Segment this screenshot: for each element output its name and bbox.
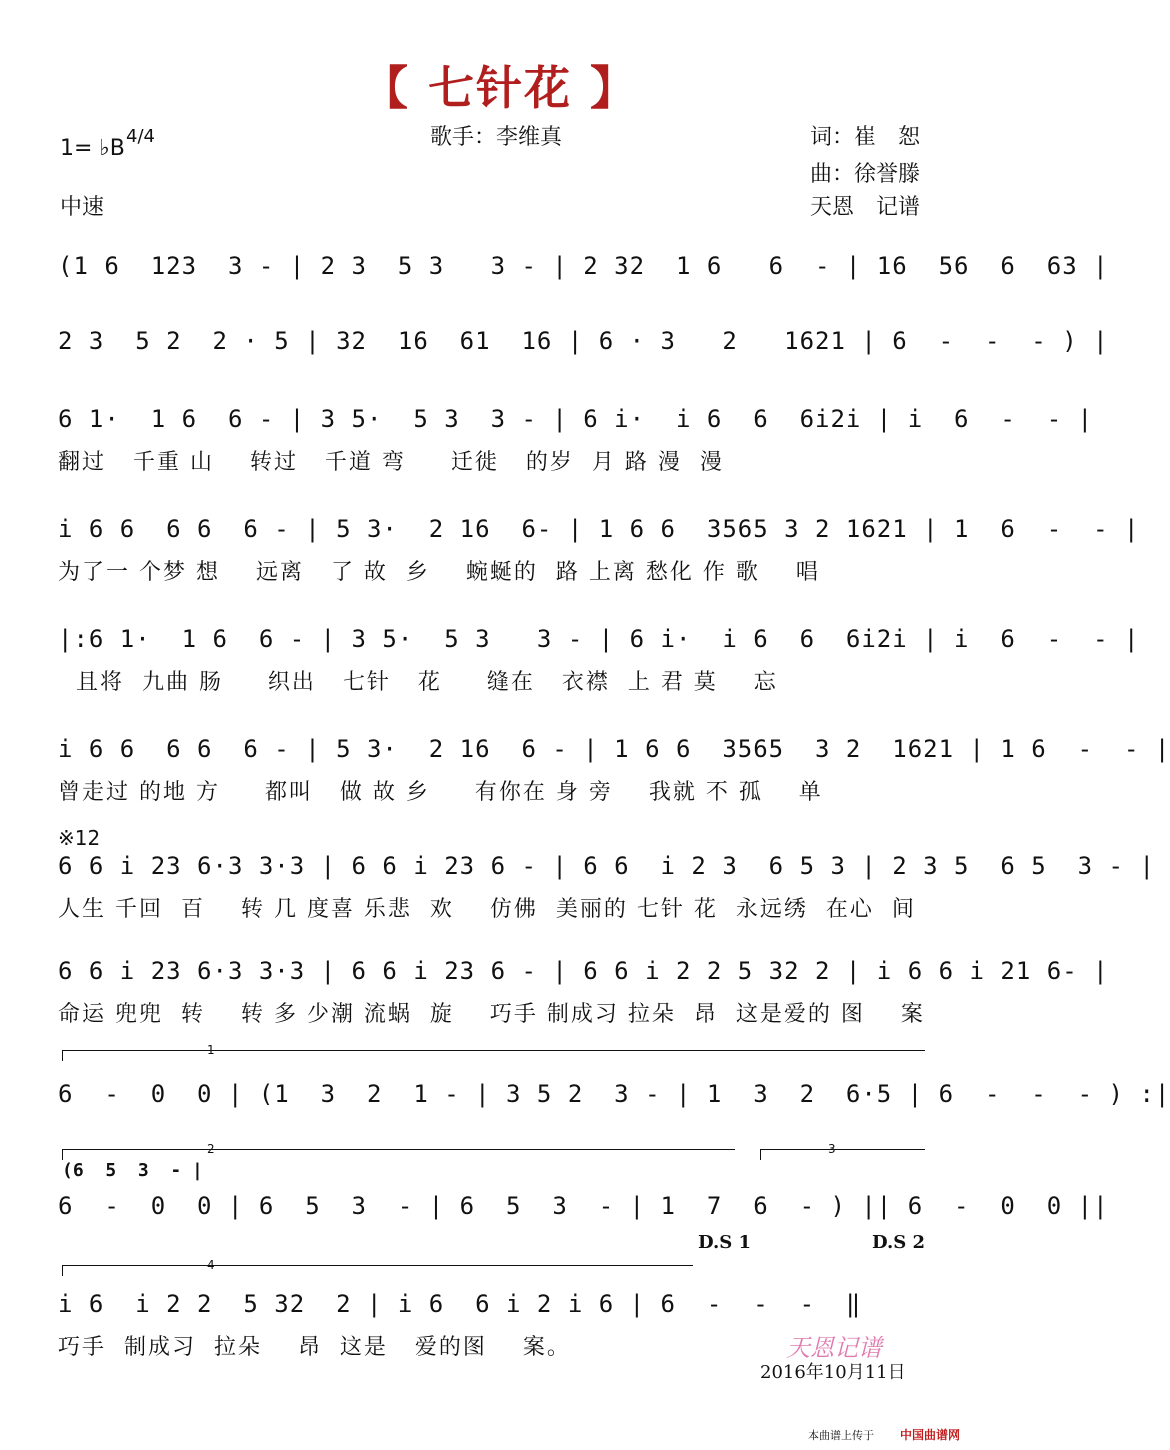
volta-number-1: 1 — [207, 1043, 215, 1057]
lyrics-line-7: 人生 千回 百 转 几 度喜 乐悲 欢 仿佛 美丽的 七针 花 永远绣 在心 间 — [58, 897, 916, 922]
transcriber-stamp: 天恩记谱 — [786, 1334, 882, 1362]
notes-line-10-small: (6 5 3 - | — [62, 1160, 203, 1181]
site-logo: 中国曲谱网 — [900, 1428, 961, 1442]
score-line-8 — [58, 957, 1109, 1027]
lyrics-line-6: 曾走过 的地 方 都叫 做 故 乡 有你在 身 旁 我就 不 孤 单 — [58, 780, 823, 805]
tempo-marking: 中速 — [60, 195, 105, 220]
song-title: 【 七针花 】 — [361, 61, 639, 115]
score-line-6 — [58, 735, 1170, 805]
notes-line-5: |:6 1· 1 6 6 - | 3 5· 5 3 3 - | 6 i· i 6 6 6i2i | i 6 - - | — [58, 625, 1140, 653]
transcriber-credit: 天恩 记谱 — [810, 195, 921, 220]
lyrics-line-11: 巧手 制成习 拉朵 昂 这是 爱的图 案。 — [58, 1335, 571, 1360]
lyrics-line-8: 命运 兜兜 转 转 多 少潮 流蜗 旋 巧手 制成习 拉朵 昂 这是爱的 图 案 — [58, 1002, 925, 1027]
notes-line-10: 6 - 0 0 | 6 5 3 - | 6 5 3 - | 1 7 6 - ) || 6 - 0 0 || — [58, 1192, 1109, 1220]
lyricist-credit: 词：崔 恕 — [810, 125, 921, 150]
score-line-1 — [58, 252, 1109, 312]
ds-marking-1: D.S 1 — [698, 1232, 752, 1253]
volta-bracket-3 — [760, 1149, 925, 1160]
notes-line-7: 6 6 i 23 6·3 3·3 | 6 6 i 23 6 - | 6 6 i 2 3 6 5 3 | 2 3 5 6 5 3 - | — [58, 852, 1155, 880]
score-line-2 — [58, 327, 1109, 387]
notes-line-11: i 6 i 2 2 5 32 2 | i 6 6 i 2 i 6 | 6 - - - ‖ — [58, 1290, 862, 1318]
volta-bracket-1 — [62, 1050, 925, 1061]
notes-line-2: 2 3 5 2 2 · 5 | 32 16 61 16 | 6 · 3 2 1621 | 6 - - - ) | — [58, 327, 1109, 355]
notes-line-9: 6 - 0 0 | (1 3 2 1 - | 3 5 2 3 - | 1 3 2 6·5 | 6 - - - ) :| — [58, 1080, 1170, 1108]
key-signature: 1= ♭B — [60, 136, 125, 161]
volta-number-2: 2 — [207, 1142, 215, 1156]
score-line-9 — [58, 1080, 1170, 1140]
notes-line-3: 6 1· 1 6 6 - | 3 5· 5 3 3 - | 6 i· i 6 6 6i2i | i 6 - - | — [58, 405, 1094, 433]
score-line-3 — [58, 405, 1094, 475]
notes-line-6: i 6 6 6 6 6 - | 5 3· 2 16 6 - | 1 6 6 3565 3 2 1621 | 1 6 - - | — [58, 735, 1170, 763]
time-signature: 4/4 — [126, 126, 155, 147]
volta-number-3: 3 — [828, 1142, 836, 1156]
singer-credit: 歌手：李维真 — [430, 125, 563, 150]
notes-line-4: i 6 6 6 6 6 - | 5 3· 2 16 6- | 1 6 6 3565 3 2 1621 | 1 6 - - | — [58, 515, 1140, 543]
transcription-date: 2016年10月11日 — [760, 1362, 906, 1383]
volta-bracket-2 — [62, 1149, 735, 1160]
score-line-10 — [58, 1192, 1109, 1252]
volta-number-4: 4 — [207, 1258, 215, 1272]
lyrics-line-3: 翻过 千重 山 转过 千道 弯 迁徙 的岁 月 路 漫 漫 — [58, 450, 724, 475]
lyrics-line-5: 且将 九曲 肠 织出 七针 花 缝在 衣襟 上 君 莫 忘 — [58, 670, 778, 695]
segno-mark: ※12 — [58, 826, 101, 850]
ds-marking-2: D.S 2 — [872, 1232, 926, 1253]
score-line-5 — [58, 625, 1140, 695]
score-line-7 — [58, 852, 1155, 922]
notes-line-8: 6 6 i 23 6·3 3·3 | 6 6 i 23 6 - | 6 6 i 2 2 5 32 2 | i 6 6 i 21 6- | — [58, 957, 1109, 985]
lyrics-line-4: 为了一 个梦 想 远离 了 故 乡 蜿蜒的 路 上离 愁化 作 歌 唱 — [58, 560, 820, 585]
upload-note: 本曲谱上传于 — [808, 1429, 874, 1442]
composer-credit: 曲：徐誉滕 — [810, 162, 921, 187]
notes-line-1: (1 6 123 3 - | 2 3 5 3 3 - | 2 32 1 6 6 - | 16 56 6 63 | — [58, 252, 1109, 280]
score-line-4 — [58, 515, 1140, 585]
volta-bracket-4 — [62, 1265, 693, 1276]
